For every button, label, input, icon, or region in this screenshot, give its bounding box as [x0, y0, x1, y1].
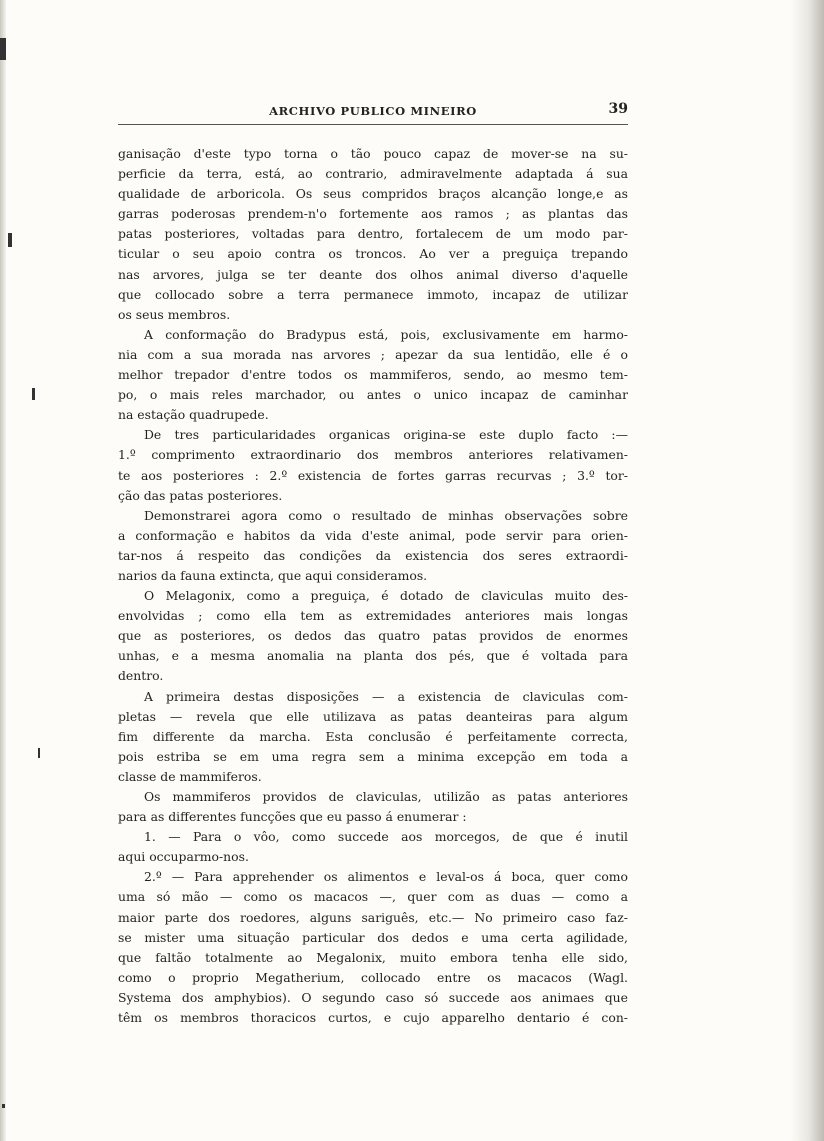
scan-mark — [0, 38, 6, 60]
page-number: 39 — [608, 101, 628, 117]
text-line: se mister uma situação particular dos dedos e uma certa agilidade, — [118, 929, 628, 945]
text-line: que faltão totalmente ao Megalonix, muito embora tenha elle sido, — [118, 949, 628, 965]
scan-mark — [2, 1104, 5, 1108]
scan-mark — [8, 233, 12, 247]
text-line: 2.º — Para apprehender os alimentos e leval-os á boca, quer como — [144, 869, 628, 885]
scan-left-edge — [0, 0, 6, 1141]
text-line: A primeira destas disposições — a existencia de claviculas com- — [144, 688, 628, 704]
text-line: uma só mão — como os macacos —, quer com as duas — como a — [118, 889, 628, 905]
text-line: ção das patas posteriores. — [118, 487, 283, 503]
text-line: Systema dos amphybios). O segundo caso só succede aos animaes que — [118, 989, 628, 1005]
text-line: para as differentes funcções que eu passo á enumerar : — [118, 809, 467, 825]
text-line: como o proprio Megatherium, collocado entre os macacos (Wagl. — [118, 969, 628, 985]
header-title: ARCHIVO PUBLICO MINEIRO — [269, 104, 477, 118]
text-line: Demonstrarei agora como o resultado de minhas observações sobre — [144, 507, 628, 523]
text-line: melhor trepador d'entre todos os mammiferos, sendo, ao mesmo tem- — [118, 367, 628, 383]
scan-mark — [38, 748, 40, 758]
text-line: narios da fauna extincta, que aqui consideramos. — [118, 567, 428, 583]
text-line: O Melagonix, como a preguiça, é dotado de claviculas muito des- — [144, 588, 628, 604]
text-line: que collocado sobre a terra permanece immoto, incapaz de utilizar — [118, 286, 628, 302]
text-line: unhas, e a mesma anomalia na planta dos pés, que é voltada para — [118, 648, 628, 664]
text-line: têm os membros thoracicos curtos, e cujo apparelho dentario é con- — [118, 1010, 628, 1026]
text-line: patas posteriores, voltadas para dentro, fortalecem de um modo par- — [118, 226, 628, 242]
text-line: garras poderosas prendem-n'o fortemente aos ramos ; as plantas das — [118, 206, 628, 222]
text-line: ganisação d'este typo torna o tão pouco capaz de mover-se na su- — [118, 146, 628, 161]
text-line: Os mammiferos providos de claviculas, utilizão as patas anteriores — [144, 789, 628, 804]
text-line: perficie da terra, está, ao contrario, admiravelmente adaptada á sua — [118, 166, 628, 182]
text-line: te aos posteriores : 2.º existencia de fortes garras recurvas ; 3.º tor- — [118, 467, 628, 483]
text-line: maior parte dos roedores, alguns sariguês, etc.— No primeiro caso faz- — [118, 909, 628, 925]
text-line: 1. — Para o vôo, como succede aos morcegos, de que é inutil — [144, 829, 628, 845]
text-line: nas arvores, julga se ter deante dos olhos animal diverso d'aquelle — [118, 266, 628, 282]
text-line: pletas — revela que elle utilizava as patas deanteiras para algum — [118, 708, 628, 724]
text-line: 1.º comprimento extraordinario dos membros anteriores relativamen- — [118, 447, 628, 463]
text-line: pois estriba se em uma regra sem a minima excepção em toda a — [118, 748, 628, 764]
text-line: po, o mais reles marchador, ou antes o unico incapaz de caminhar — [118, 387, 628, 403]
text-line: qualidade de arboricola. Os seus compridos braços alcanção longe,e as — [118, 186, 628, 202]
text-line: na estação quadrupede. — [118, 407, 269, 423]
scan-binding-shadow — [790, 0, 824, 1141]
text-line: que as posteriores, os dedos das quatro patas providos de enormes — [118, 628, 628, 644]
text-line: A conformação do Bradypus está, pois, exclusivamente em harmo- — [144, 326, 628, 342]
text-line: ticular o seu apoio contra os troncos. Ao ver a preguiça trepando — [118, 246, 628, 262]
text-line: De tres particularidades organicas origina-se este duplo facto :— — [144, 427, 628, 443]
text-line: a conformação e habitos da vida d'este animal, pode servir para orien- — [118, 527, 628, 543]
header-rule — [118, 124, 628, 125]
text-line: fim differente da marcha. Esta conclusão é perfeitamente correcta, — [118, 728, 628, 744]
body-text — [118, 144, 628, 1028]
text-line: classe de mammiferos. — [118, 768, 262, 784]
text-line: dentro. — [118, 668, 164, 684]
running-header — [118, 98, 628, 120]
text-line: os seus membros. — [118, 306, 231, 322]
text-line: envolvidas ; como ella tem as extremidades anteriores mais longas — [118, 608, 628, 624]
text-line: nia com a sua morada nas arvores ; apezar da sua lentidão, elle é o — [118, 346, 628, 362]
text-line: tar-nos á respeito das condições da existencia dos seres extraordi- — [118, 547, 628, 563]
scan-mark — [32, 388, 35, 400]
text-line: aqui occuparmo-nos. — [118, 849, 249, 865]
